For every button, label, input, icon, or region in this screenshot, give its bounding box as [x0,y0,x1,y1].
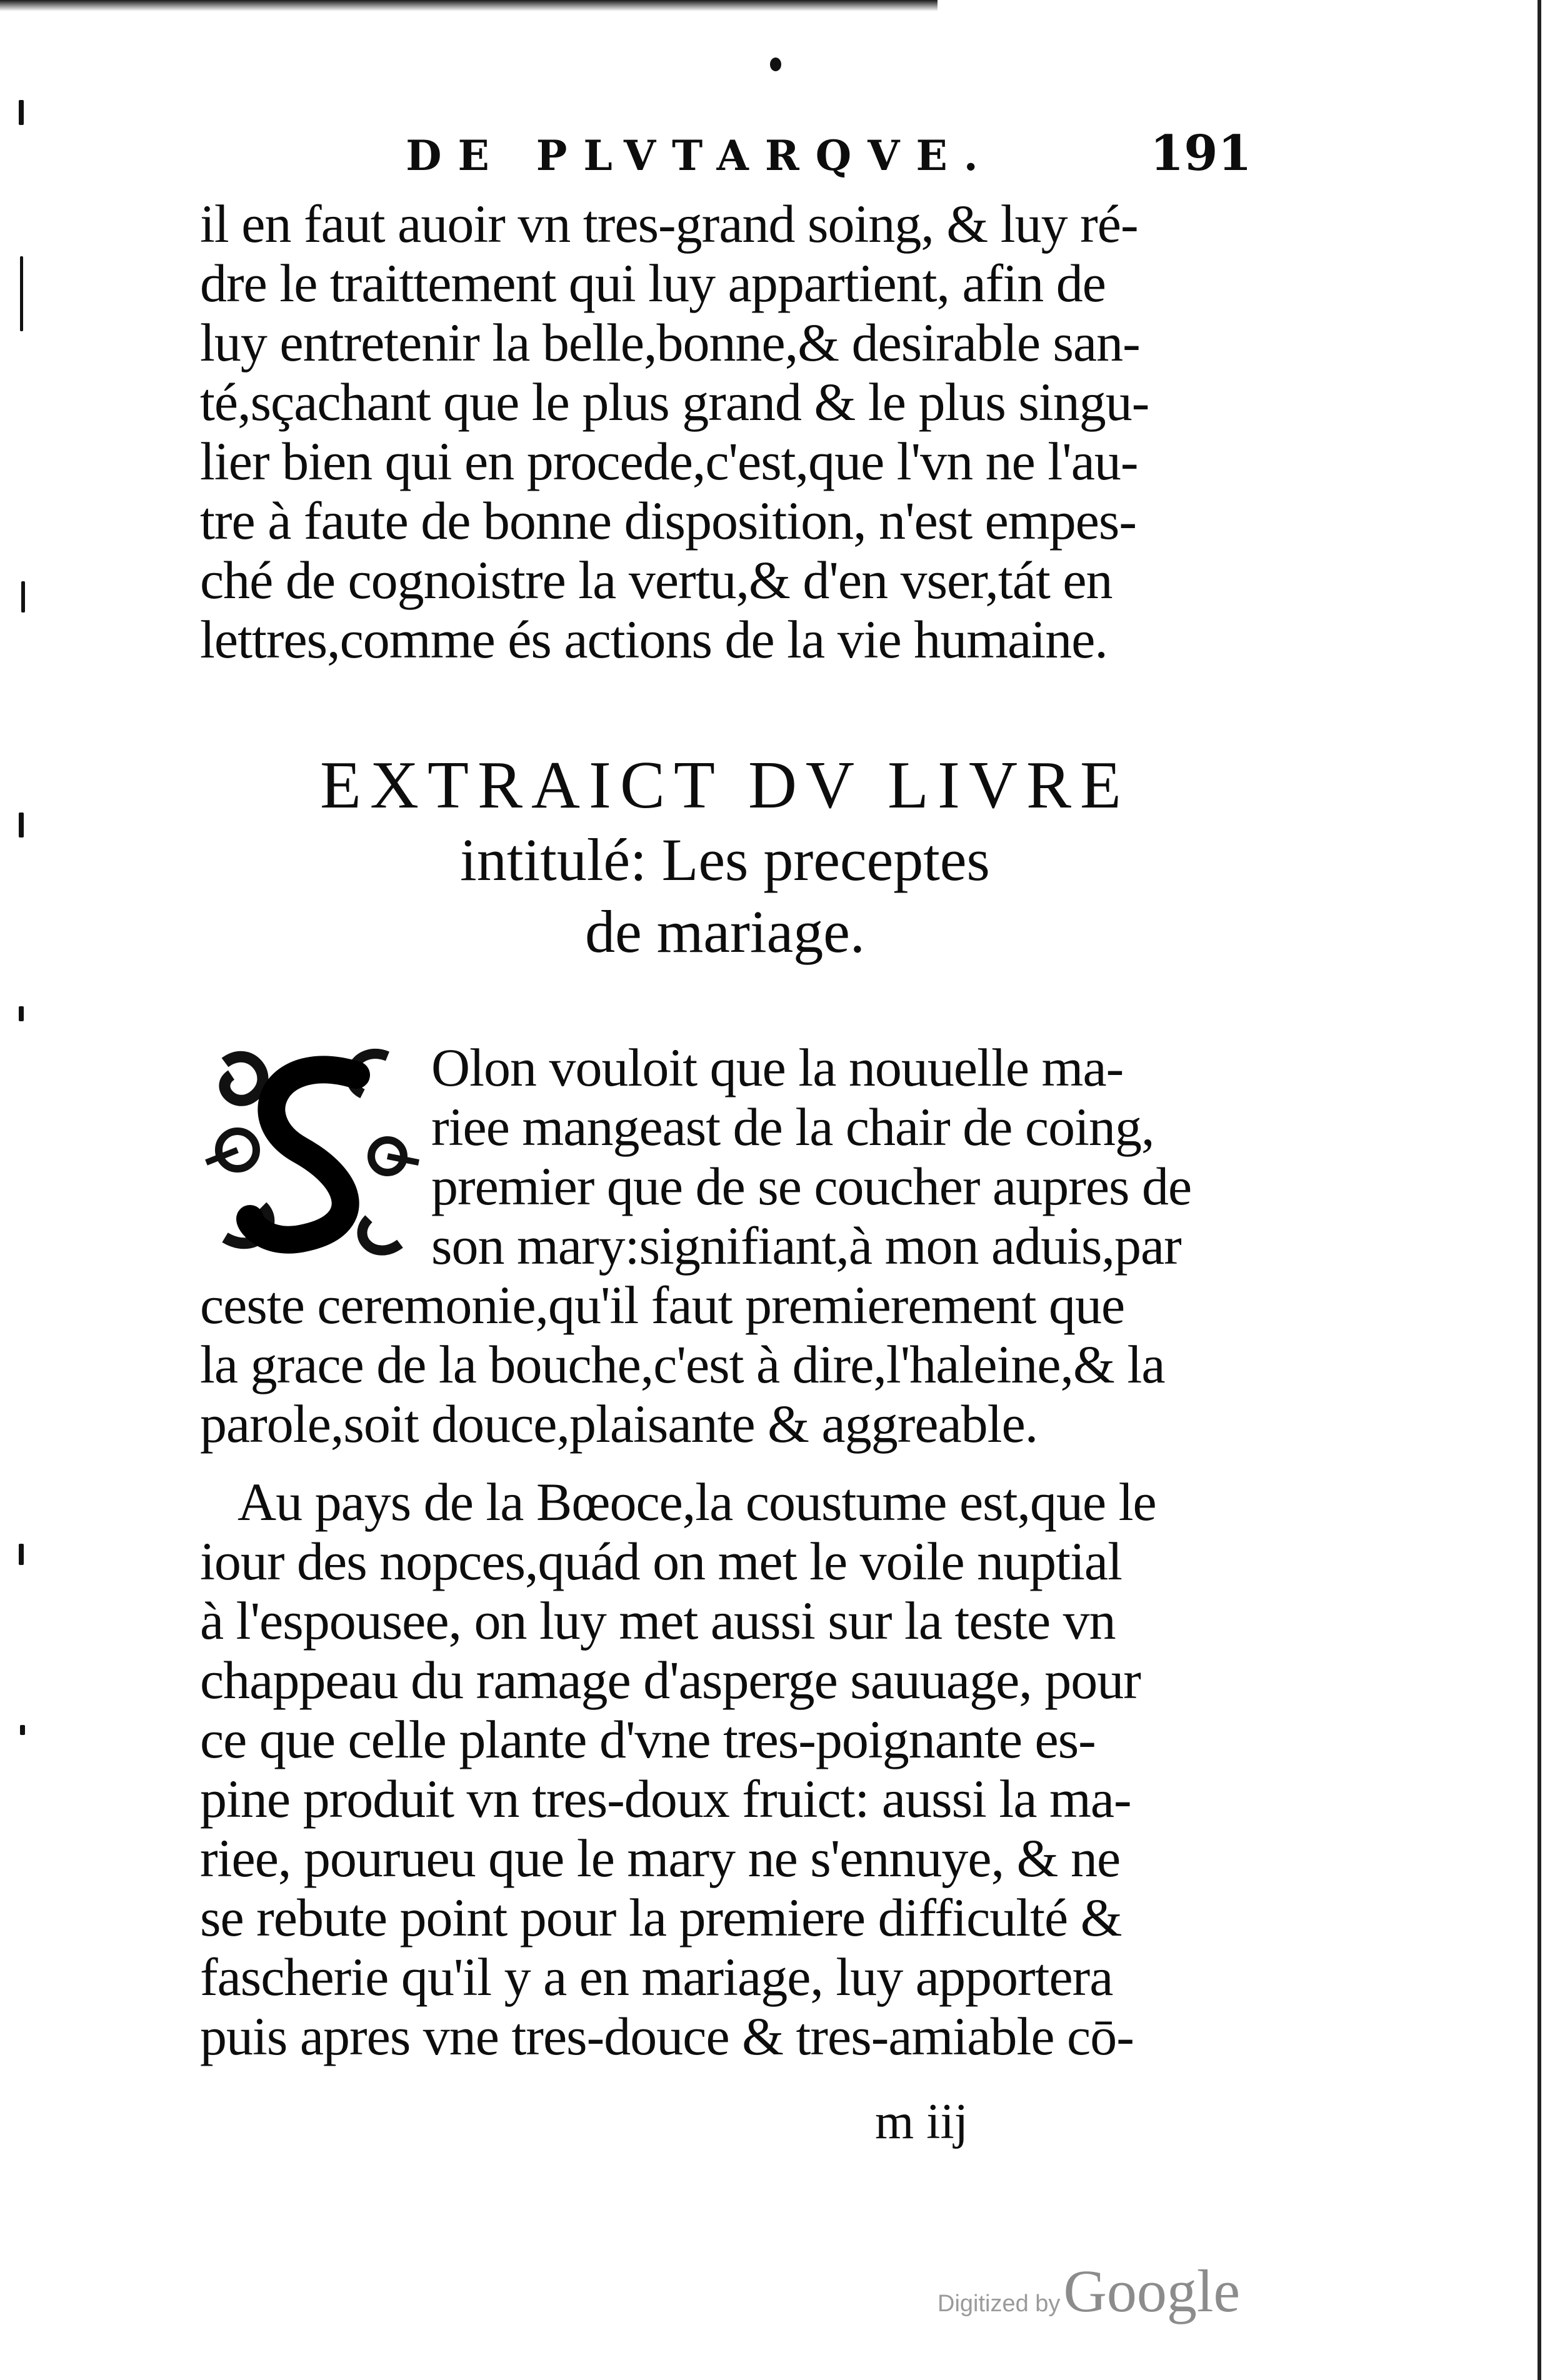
digitized-watermark [938,2256,1240,2326]
text-line: ceste ceremonie,qu'il faut premierement que [200,1275,1125,1335]
text-line: ce que celle plante d'vne tres-poignante es- [200,1709,1096,1769]
margin-speck [770,58,781,71]
ornamental-initial-s-icon [200,1038,425,1269]
text-line: la grace de la bouche,c'est à dire,l'haleine,& la [200,1334,1165,1394]
text-line: tre à faute de bonne disposition, n'est empes- [200,491,1136,551]
text-line: son mary:signifiant,à mon aduis,par [431,1216,1181,1276]
margin-speck [20,1725,25,1735]
margin-speck [20,256,23,331]
running-head: DE PLVTARQVE. [406,131,994,180]
text-line: riee, pourueu que le mary ne s'ennuye, & ne [200,1828,1121,1888]
text-line: pine produit vn tres-doux fruict: aussi la ma- [200,1769,1131,1829]
watermark-prefix: Digitized by [938,2291,1061,2317]
page-number: 191 [1150,125,1252,182]
margin-speck [19,1544,24,1565]
text-line: fascherie qu'il y a en mariage, luy apportera [200,1947,1113,2007]
text-line: riee mangeast de la chair de coing, [431,1097,1154,1157]
text-line: lier bien qui en procede,c'est,que l'vn ne l'au- [200,431,1138,491]
text-line: parole,soit douce,plaisante & aggreable. [200,1394,1038,1454]
decorated-initial [200,1038,425,1269]
text-line: se rebute point pour la premiere difficulté & [200,1888,1122,1948]
text-line: Olon vouloit que la nouuelle ma- [431,1038,1124,1098]
margin-speck [19,100,24,125]
google-logo: Google [1063,2258,1241,2324]
text-line: chappeau du ramage d'asperge sauuage, pour [200,1650,1141,1710]
text-line: puis apres vne tres-douce & tres-amiable cō- [200,2006,1134,2066]
scan-edge-right [1538,0,1541,2380]
section-title: EXTRAICT DV LIVRE [320,748,1130,822]
scan-edge-top [0,0,938,11]
text-line: lettres,comme és actions de la vie humaine. [200,609,1108,669]
text-line: luy entretenir la belle,bonne,& desirable san- [200,312,1140,372]
text-line: Au pays de la Bœoce,la coustume est,que le [238,1472,1156,1532]
text-line: il en faut auoir vn tres-grand soing, & luy ré- [200,194,1138,254]
text-line: té,sçachant que le plus grand & le plus singu- [200,372,1149,432]
section-subtitle: de mariage. [585,898,865,965]
section-subtitle: intitulé: Les preceptes [460,826,990,893]
text-line: dre le traittement qui luy appartient, afin de [200,253,1106,313]
margin-speck [19,1006,24,1021]
text-line: ché de cognoistre la vertu,& d'en vser,tát en [200,550,1112,610]
text-line: premier que de se coucher aupres de [431,1156,1192,1216]
margin-speck [21,581,25,612]
margin-speck [19,812,24,838]
text-line: iour des nopces,quád on met le voile nuptial [200,1531,1122,1591]
text-line: à l'espousee, on luy met aussi sur la teste vn [200,1591,1116,1651]
signature-mark: m iij [875,2094,968,2149]
